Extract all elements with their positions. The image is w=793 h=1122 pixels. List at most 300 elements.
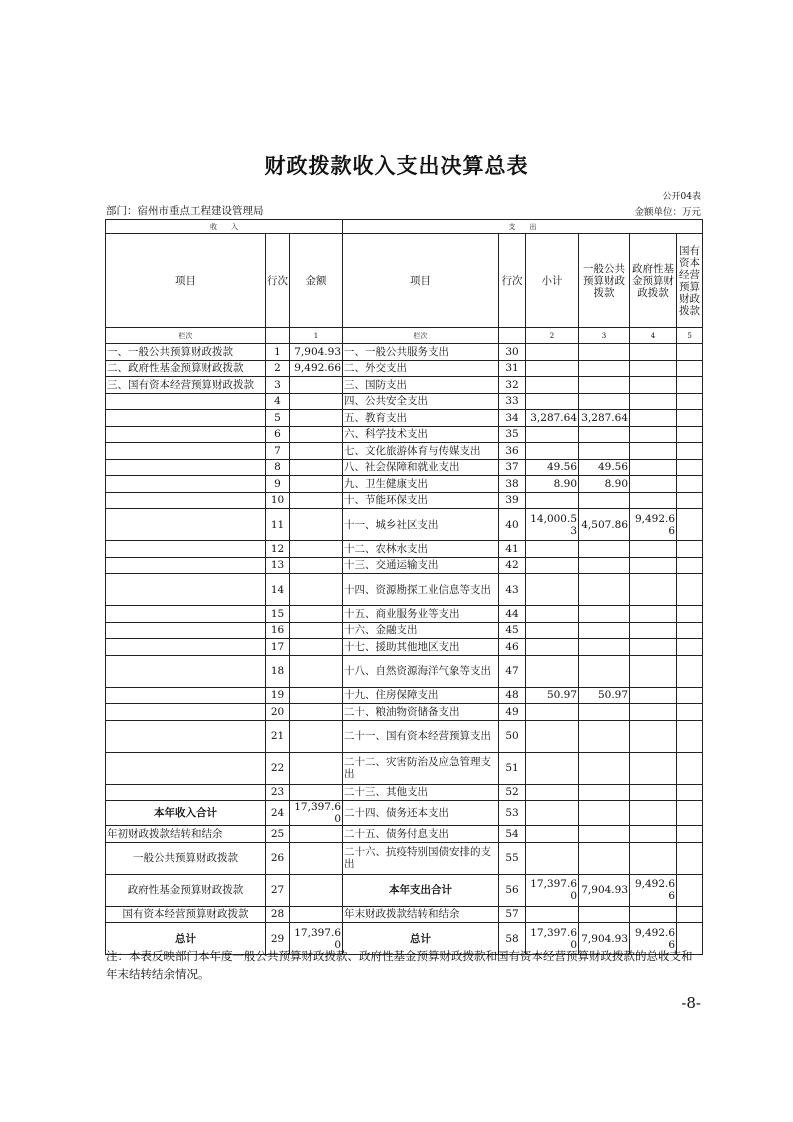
gov-fund-cell: [630, 826, 677, 843]
table-row: [106, 377, 703, 394]
income-item-cell: [106, 655, 266, 687]
general-budget-cell: 8.90: [579, 476, 630, 493]
expense-item-cell: 总计: [343, 923, 499, 955]
income-row-no-cell: 26: [266, 842, 290, 874]
income-amount-cell: [290, 687, 343, 704]
expense-row-no-cell: 58: [499, 923, 526, 955]
expense-item-cell: 十三、交通运输支出: [343, 557, 499, 574]
income-item-cell: [106, 443, 266, 460]
expense-item-cell: 四、公共安全支出: [343, 393, 499, 410]
expense-item-cell: 一、一般公共服务支出: [343, 344, 499, 361]
income-amount-cell: [290, 826, 343, 843]
general-budget-cell: [579, 377, 630, 394]
income-item-header: 项目: [106, 234, 266, 328]
state-capital-cell: [677, 784, 703, 801]
income-row-no-cell: 5: [266, 410, 290, 427]
expense-row-no-cell: 45: [499, 622, 526, 639]
income-amount-cell: [290, 557, 343, 574]
income-item-cell: [106, 459, 266, 476]
income-amount-cell: [290, 606, 343, 623]
expense-row-no-cell: 31: [499, 360, 526, 377]
income-amount-cell: [290, 639, 343, 656]
state-capital-header: 国有资本经营预算财政拨款: [677, 234, 703, 328]
expense-item-cell: 九、卫生健康支出: [343, 476, 499, 493]
expense-row-no-cell: 50: [499, 720, 526, 752]
table-body: [106, 344, 703, 955]
general-budget-cell: [579, 360, 630, 377]
expense-row-no-cell: 36: [499, 443, 526, 460]
table-row: [106, 784, 703, 801]
state-capital-cell: [677, 874, 703, 906]
expense-row-no-cell: 32: [499, 377, 526, 394]
income-row-no-cell: 10: [266, 492, 290, 509]
subtotal-cell: [526, 557, 579, 574]
income-amount-cell: [290, 476, 343, 493]
income-amount-cell: [290, 752, 343, 784]
subtotal-cell: [526, 344, 579, 361]
subtotal-cell: 14,000.53: [526, 509, 579, 541]
state-capital-cell: [677, 704, 703, 721]
income-item-cell: 一般公共预算财政拨款: [106, 842, 266, 874]
table-row: [106, 842, 703, 874]
general-budget-cell: [579, 606, 630, 623]
income-row-no-cell: 28: [266, 906, 290, 923]
table-row: [106, 509, 703, 541]
state-capital-cell: [677, 426, 703, 443]
table-row: [106, 801, 703, 826]
income-item-cell: [106, 720, 266, 752]
income-row-no-cell: 8: [266, 459, 290, 476]
income-row-no-header: 行次: [266, 234, 290, 328]
general-budget-header: 一般公共预算财政拨款: [579, 234, 630, 328]
expense-item-cell: 五、教育支出: [343, 410, 499, 427]
state-capital-cell: [677, 752, 703, 784]
expense-row-no-header: 行次: [499, 234, 526, 328]
general-budget-cell: [579, 426, 630, 443]
expense-row-no-cell: 55: [499, 842, 526, 874]
gov-fund-cell: [630, 655, 677, 687]
department-label: 部门：宿州市重点工程建设管理局: [106, 205, 264, 217]
state-capital-cell: [677, 557, 703, 574]
income-item-cell: [106, 393, 266, 410]
income-amount-cell: [290, 906, 343, 923]
income-item-cell: [106, 557, 266, 574]
gov-fund-cell: [630, 541, 677, 558]
state-capital-cell: [677, 842, 703, 874]
table-row: [106, 639, 703, 656]
column-label-income: 栏次: [106, 328, 266, 344]
subtotal-cell: [526, 393, 579, 410]
expense-item-cell: 十二、农林水支出: [343, 541, 499, 558]
table-row: [106, 393, 703, 410]
table-row: [106, 752, 703, 784]
general-budget-cell: 50.97: [579, 687, 630, 704]
column-label-expense: 栏次: [343, 328, 499, 344]
expense-item-cell: 十五、商业服务业等支出: [343, 606, 499, 623]
income-row-no-cell: 14: [266, 574, 290, 606]
general-budget-cell: [579, 574, 630, 606]
subtotal-cell: 50.97: [526, 687, 579, 704]
subtotal-cell: [526, 801, 579, 826]
subtotal-cell: [526, 826, 579, 843]
income-amount-cell: [290, 509, 343, 541]
general-budget-cell: [579, 842, 630, 874]
expense-item-cell: 三、国防支出: [343, 377, 499, 394]
income-row-no-cell: 22: [266, 752, 290, 784]
table-row: [106, 492, 703, 509]
gov-fund-cell: [630, 574, 677, 606]
income-item-cell: [106, 622, 266, 639]
gov-fund-cell: [630, 606, 677, 623]
subtotal-cell: [526, 704, 579, 721]
state-capital-cell: [677, 509, 703, 541]
subtotal-cell: [526, 622, 579, 639]
expense-row-no-cell: 57: [499, 906, 526, 923]
income-row-no-cell: 12: [266, 541, 290, 558]
table-row: [106, 344, 703, 361]
subtotal-cell: 17,397.60: [526, 874, 579, 906]
expense-item-cell: 六、科学技术支出: [343, 426, 499, 443]
gov-fund-cell: [630, 492, 677, 509]
state-capital-cell: [677, 393, 703, 410]
income-amount-cell: 9,492.66: [290, 360, 343, 377]
general-budget-cell: 49.56: [579, 459, 630, 476]
table-row: [106, 574, 703, 606]
income-row-no-cell: 7: [266, 443, 290, 460]
expense-row-no-cell: 40: [499, 509, 526, 541]
general-budget-cell: [579, 801, 630, 826]
subtotal-cell: [526, 443, 579, 460]
income-row-no-cell: 17: [266, 639, 290, 656]
income-amount-cell: [290, 842, 343, 874]
table-row: [106, 720, 703, 752]
gov-fund-cell: [630, 426, 677, 443]
income-row-no-cell: 2: [266, 360, 290, 377]
state-capital-cell: [677, 826, 703, 843]
subtotal-cell: 3,287.64: [526, 410, 579, 427]
subtotal-cell: [526, 541, 579, 558]
gov-fund-cell: [630, 557, 677, 574]
income-amount-cell: [290, 492, 343, 509]
income-amount-cell: [290, 574, 343, 606]
income-group-header: 收 入: [106, 220, 343, 234]
state-capital-cell: [677, 476, 703, 493]
income-amount-cell: [290, 704, 343, 721]
general-budget-cell: [579, 639, 630, 656]
subtotal-cell: [526, 574, 579, 606]
expense-row-no-cell: 41: [499, 541, 526, 558]
income-amount-cell: [290, 410, 343, 427]
income-row-no-cell: 23: [266, 784, 290, 801]
income-amount-cell: [290, 541, 343, 558]
income-row-no-cell: 21: [266, 720, 290, 752]
income-item-cell: 三、国有资本经营预算财政拨款: [106, 377, 266, 394]
expense-item-cell: 十四、资源勘探工业信息等支出: [343, 574, 499, 606]
expense-item-cell: 七、文化旅游体育与传媒支出: [343, 443, 499, 460]
expense-row-no-cell: 42: [499, 557, 526, 574]
table-row: [106, 622, 703, 639]
general-budget-cell: [579, 704, 630, 721]
gov-fund-cell: 9,492.66: [630, 923, 677, 955]
income-row-no-cell: 29: [266, 923, 290, 955]
general-budget-cell: [579, 720, 630, 752]
gov-fund-cell: [630, 639, 677, 656]
income-item-cell: [106, 704, 266, 721]
general-budget-cell: [579, 906, 630, 923]
form-code: 公开04表: [662, 192, 701, 202]
income-item-cell: 本年收入合计: [106, 801, 266, 826]
state-capital-cell: [677, 410, 703, 427]
general-budget-cell: [579, 443, 630, 460]
income-row-no-cell: 27: [266, 874, 290, 906]
general-budget-cell: [579, 344, 630, 361]
table-row: [106, 443, 703, 460]
state-capital-cell: [677, 459, 703, 476]
income-item-cell: [106, 509, 266, 541]
subtotal-cell: [526, 377, 579, 394]
expense-row-no-cell: 49: [499, 704, 526, 721]
table-row: [106, 541, 703, 558]
subtotal-cell: [526, 606, 579, 623]
income-row-no-cell: 1: [266, 344, 290, 361]
income-row-no-cell: 20: [266, 704, 290, 721]
income-row-no-cell: 4: [266, 393, 290, 410]
gov-fund-cell: [630, 687, 677, 704]
gov-fund-cell: [630, 720, 677, 752]
subtotal-cell: [526, 360, 579, 377]
subtotal-cell: 49.56: [526, 459, 579, 476]
expense-item-cell: 二十、粮油物资储备支出: [343, 704, 499, 721]
unit-label: 金额单位：万元: [634, 207, 701, 218]
expense-item-cell: 十六、金融支出: [343, 622, 499, 639]
expense-item-cell: 本年支出合计: [343, 874, 499, 906]
expense-row-no-cell: 47: [499, 655, 526, 687]
subtotal-cell: [526, 752, 579, 784]
expense-item-cell: 二十五、债务付息支出: [343, 826, 499, 843]
expense-item-cell: 八、社会保障和就业支出: [343, 459, 499, 476]
income-amount-cell: [290, 443, 343, 460]
gov-fund-cell: [630, 410, 677, 427]
gov-fund-cell: [630, 622, 677, 639]
income-row-no-cell: 9: [266, 476, 290, 493]
subtotal-cell: [526, 842, 579, 874]
page-title: 财政拨款收入支出决算总表: [264, 154, 529, 178]
state-capital-cell: [677, 906, 703, 923]
income-amount-cell: [290, 720, 343, 752]
table-row: [106, 459, 703, 476]
income-row-no-cell: 18: [266, 655, 290, 687]
expense-item-cell: 二十一、国有资本经营预算支出: [343, 720, 499, 752]
income-amount-cell: [290, 622, 343, 639]
subtotal-cell: [526, 784, 579, 801]
expense-item-cell: 二、外交支出: [343, 360, 499, 377]
table-row: [106, 476, 703, 493]
income-amount-cell: [290, 426, 343, 443]
column-number-1: 1: [290, 328, 343, 344]
state-capital-cell: [677, 574, 703, 606]
income-row-no-cell: 11: [266, 509, 290, 541]
income-row-no-cell: 19: [266, 687, 290, 704]
state-capital-cell: [677, 443, 703, 460]
expense-row-no-cell: 51: [499, 752, 526, 784]
column-number-5: 5: [677, 328, 703, 344]
state-capital-cell: [677, 622, 703, 639]
subtotal-cell: [526, 492, 579, 509]
expense-item-cell: 二十六、抗疫特别国债安排的支出: [343, 842, 499, 874]
income-row-no-cell: 25: [266, 826, 290, 843]
income-row-no-cell: 3: [266, 377, 290, 394]
general-budget-cell: [579, 622, 630, 639]
state-capital-cell: [677, 655, 703, 687]
expense-item-cell: 十七、援助其他地区支出: [343, 639, 499, 656]
table-row: [106, 704, 703, 721]
income-amount-cell: [290, 784, 343, 801]
general-budget-cell: [579, 557, 630, 574]
expense-row-no-cell: 46: [499, 639, 526, 656]
table-row: [106, 906, 703, 923]
expense-group-header: 支 出: [343, 220, 703, 234]
gov-fund-cell: [630, 906, 677, 923]
income-amount-header: 金额: [290, 234, 343, 328]
gov-fund-cell: [630, 443, 677, 460]
general-budget-cell: [579, 393, 630, 410]
column-number-2: 2: [526, 328, 579, 344]
expense-item-header: 项目: [343, 234, 499, 328]
gov-fund-cell: [630, 360, 677, 377]
income-item-cell: [106, 639, 266, 656]
table-row: [106, 410, 703, 427]
state-capital-cell: [677, 639, 703, 656]
column-number-3: 3: [579, 328, 630, 344]
income-amount-cell: [290, 874, 343, 906]
income-item-cell: [106, 541, 266, 558]
gov-fund-cell: [630, 784, 677, 801]
income-amount-cell: [290, 655, 343, 687]
expense-item-cell: 十八、自然资源海洋气象等支出: [343, 655, 499, 687]
general-budget-cell: [579, 826, 630, 843]
expense-row-no-cell: 43: [499, 574, 526, 606]
gov-fund-cell: [630, 344, 677, 361]
state-capital-cell: [677, 377, 703, 394]
subtotal-cell: [526, 426, 579, 443]
expense-row-no-cell: 38: [499, 476, 526, 493]
general-budget-cell: [579, 752, 630, 784]
income-item-cell: [106, 492, 266, 509]
income-amount-cell: 17,397.60: [290, 801, 343, 826]
subtotal-cell: [526, 906, 579, 923]
income-amount-cell: 7,904.93: [290, 344, 343, 361]
subtotal-cell: [526, 720, 579, 752]
gov-fund-header: 政府性基金预算财政拨款: [630, 234, 677, 328]
expense-item-cell: 二十二、灾害防治及应急管理支出: [343, 752, 499, 784]
income-item-cell: 政府性基金预算财政拨款: [106, 874, 266, 906]
expense-row-no-cell: 34: [499, 410, 526, 427]
gov-fund-cell: [630, 476, 677, 493]
state-capital-cell: [677, 360, 703, 377]
expense-row-no-cell: 54: [499, 826, 526, 843]
state-capital-cell: [677, 801, 703, 826]
table-row: [106, 557, 703, 574]
expense-row-no-cell: 53: [499, 801, 526, 826]
general-budget-cell: 7,904.93: [579, 923, 630, 955]
general-budget-cell: 7,904.93: [579, 874, 630, 906]
table-note: 注：本表反映部门本年度一般公共预算财政拨款、政府性基金预算财政拨款和国有资本经营预算财政拨款的总收支和年末结转结余情况。: [106, 949, 693, 981]
income-amount-cell: [290, 459, 343, 476]
gov-fund-cell: 9,492.66: [630, 874, 677, 906]
table-row: [106, 874, 703, 906]
table-row: [106, 687, 703, 704]
income-item-cell: [106, 687, 266, 704]
income-item-cell: [106, 476, 266, 493]
income-row-no-cell: 6: [266, 426, 290, 443]
income-row-no-cell: 16: [266, 622, 290, 639]
expense-item-cell: 十一、城乡社区支出: [343, 509, 499, 541]
gov-fund-cell: [630, 801, 677, 826]
state-capital-cell: [677, 720, 703, 752]
expense-row-no-cell: 56: [499, 874, 526, 906]
table-row: [106, 655, 703, 687]
table-row: [106, 426, 703, 443]
state-capital-cell: [677, 541, 703, 558]
income-item-cell: 二、政府性基金预算财政拨款: [106, 360, 266, 377]
gov-fund-cell: [630, 377, 677, 394]
income-item-cell: [106, 784, 266, 801]
income-item-cell: 总计: [106, 923, 266, 955]
expense-row-no-cell: 44: [499, 606, 526, 623]
expense-item-cell: 二十四、债务还本支出: [343, 801, 499, 826]
general-budget-cell: [579, 492, 630, 509]
expense-item-cell: 十九、住房保障支出: [343, 687, 499, 704]
expense-item-cell: 十、节能环保支出: [343, 492, 499, 509]
income-item-cell: [106, 574, 266, 606]
gov-fund-cell: [630, 752, 677, 784]
expense-row-no-cell: 35: [499, 426, 526, 443]
income-item-cell: [106, 410, 266, 427]
expense-row-no-cell: 37: [499, 459, 526, 476]
expense-row-no-cell: 39: [499, 492, 526, 509]
expense-item-cell: 二十三、其他支出: [343, 784, 499, 801]
state-capital-cell: [677, 687, 703, 704]
page-number: -8-: [681, 994, 701, 1012]
subtotal-cell: [526, 655, 579, 687]
state-capital-cell: [677, 344, 703, 361]
expense-row-no-cell: 52: [499, 784, 526, 801]
subtotal-cell: 8.90: [526, 476, 579, 493]
column-number-4: 4: [630, 328, 677, 344]
income-amount-cell: 17,397.60: [290, 923, 343, 955]
general-budget-cell: [579, 655, 630, 687]
income-item-cell: [106, 606, 266, 623]
table-row: [106, 826, 703, 843]
subtotal-cell: [526, 639, 579, 656]
income-amount-cell: [290, 377, 343, 394]
general-budget-cell: [579, 541, 630, 558]
income-row-no-cell: 13: [266, 557, 290, 574]
income-amount-cell: [290, 393, 343, 410]
expense-row-no-cell: 30: [499, 344, 526, 361]
income-item-cell: [106, 752, 266, 784]
general-budget-cell: [579, 784, 630, 801]
gov-fund-cell: [630, 842, 677, 874]
expense-row-no-cell: 48: [499, 687, 526, 704]
gov-fund-cell: 9,492.66: [630, 509, 677, 541]
income-row-no-cell: 24: [266, 801, 290, 826]
income-row-no-cell: 15: [266, 606, 290, 623]
state-capital-cell: [677, 606, 703, 623]
state-capital-cell: [677, 492, 703, 509]
general-budget-cell: 3,287.64: [579, 410, 630, 427]
gov-fund-cell: [630, 459, 677, 476]
